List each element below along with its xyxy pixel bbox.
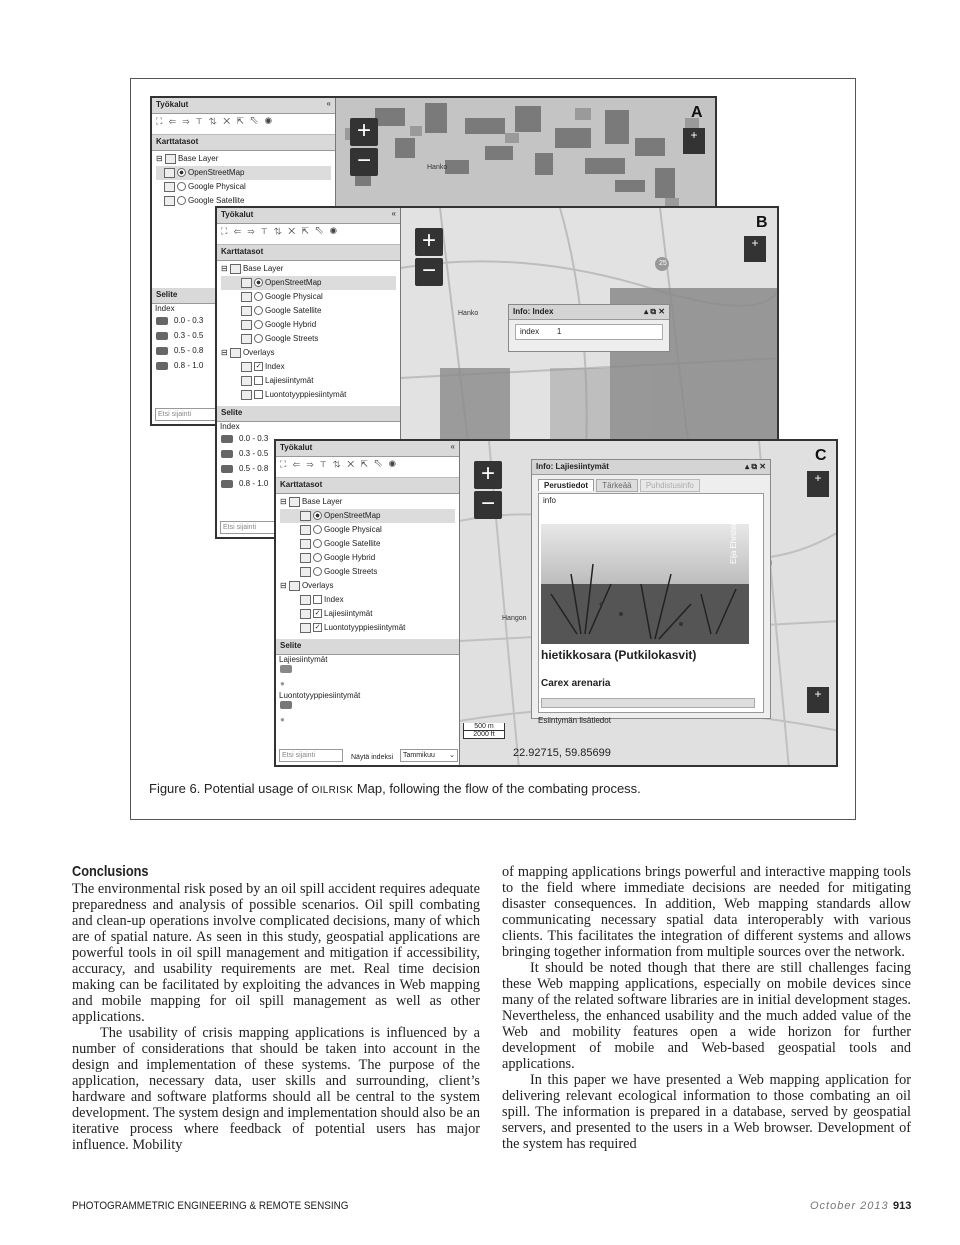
info-window-index [508, 304, 670, 352]
tree-overlays[interactable]: ⊟ Overlays [221, 348, 275, 357]
tree-item[interactable]: Google Hybrid [280, 551, 455, 565]
legend-dot-icon: ● [280, 679, 285, 688]
radio-icon[interactable] [313, 539, 322, 548]
legend-header-c: Selite [276, 639, 459, 655]
tree-item[interactable]: ✓ Luontotyyppiesiintymät [280, 621, 455, 635]
species-latin: Carex arenaria [541, 678, 611, 689]
legend-item: 0.8 - 1.0 [152, 358, 335, 373]
window-controls-icon[interactable]: ▴ ⧉ ✕ [745, 462, 766, 471]
swatch [156, 332, 168, 340]
swatch [221, 465, 233, 473]
legend-item: 0.5 - 0.8 [217, 461, 400, 476]
tree-overlays[interactable]: ⊟ Overlays [280, 581, 334, 590]
paragraph: The usability of crisis mapping applications is influenced by a number of considerations that should be taken into account in the design and implementation of these systems. The purpose of the application, necessary data, user skills and surrounding, client’s hardware and software platforms should all be central to the system development. The system design and implementation should also be an iterative process where feedback of potential users has major influence. Mobility [72, 1025, 480, 1153]
legend-item: 0.8 - 1.0 [217, 476, 400, 491]
radio-icon[interactable] [254, 278, 263, 287]
layer-icon [241, 320, 252, 330]
radio-icon[interactable] [313, 525, 322, 534]
collapse-icon[interactable]: « [450, 442, 455, 451]
legend-c [276, 639, 459, 727]
search-input-b[interactable]: Etsi sijainti [220, 521, 284, 534]
panel-label-c: C [815, 447, 827, 464]
toolbar-c: ⛶ ⇐ ⇒ ⊤ ⇅ ✕ ⇱ ⇖ ◉ [276, 457, 459, 478]
radio-icon[interactable] [254, 292, 263, 301]
panel-label-b: B [756, 214, 768, 231]
layer-icon [241, 292, 252, 302]
legend-dot-icon: ● [280, 715, 285, 724]
radio-icon[interactable] [177, 168, 186, 177]
layer-switcher-c2[interactable]: + [807, 687, 829, 713]
radio-icon[interactable] [254, 306, 263, 315]
legend-item [276, 664, 459, 679]
legend-title-c2: Luontotyyppiesiintymät [279, 691, 361, 700]
right-column [502, 864, 911, 1152]
layer-icon [300, 553, 311, 563]
screenshot-c [274, 439, 838, 767]
folder-icon [289, 497, 300, 507]
layer-icon [164, 196, 175, 206]
zoom-out-a[interactable]: − [350, 148, 378, 176]
legend-item: 0.3 - 0.5 [152, 328, 335, 343]
tree-item[interactable]: OpenStreetMap [280, 509, 455, 523]
legend-item: 0.3 - 0.5 [217, 446, 400, 461]
checkbox-icon[interactable] [313, 595, 322, 604]
coordinates-readout: 22.92715, 59.85699 [513, 747, 611, 759]
tree-item[interactable]: ✓ Index [221, 360, 396, 374]
tree-item[interactable]: Google Physical [221, 290, 396, 304]
tools-header-b: Työkalut « [217, 208, 400, 224]
checkbox-icon[interactable] [254, 376, 263, 385]
tree-item[interactable]: Google Physical [280, 523, 455, 537]
info-species-header: Info: Lajiesiintymät ▴ ⧉ ✕ [532, 460, 770, 475]
tree-item[interactable]: Google Satellite [280, 537, 455, 551]
radio-icon[interactable] [313, 553, 322, 562]
layer-icon [300, 623, 311, 633]
swatch [221, 435, 233, 443]
layers-header-b: Karttatasot [217, 245, 400, 261]
tree-item[interactable]: Luontotyyppiesiintymät [221, 388, 396, 402]
info-index-row: index 1 [515, 324, 663, 340]
layer-icon [241, 362, 252, 372]
road-number-b: 25 [659, 260, 667, 267]
tree-item[interactable]: Google Satellite [221, 304, 396, 318]
layer-icon [300, 539, 311, 549]
layer-icon [241, 334, 252, 344]
species-more[interactable]: Esiintymän lisätiedot [538, 716, 611, 725]
legend-title-c1: Lajiesiintymät [279, 655, 328, 664]
zoom-out-c[interactable]: − [474, 491, 502, 519]
zoom-in-b[interactable]: + [415, 228, 443, 256]
place-hangon-c: Hangon [502, 615, 527, 622]
paragraph: It should be noted though that there are still challenges facing these Web mapping applications, especially on mobile devices since many of the related software libraries are in initial development stages. Nevertheless, the enhanced usability and the much added value of the Web and mobility features open a wide horizon for further development of mobile and Web-based geospatial tools and applications. [502, 960, 911, 1072]
search-input-c[interactable]: Etsi sijainti [279, 749, 343, 762]
tree-base-layer[interactable]: ⊟ Base Layer [280, 497, 343, 506]
swatch [280, 701, 292, 709]
legend-header-b: Selite [217, 406, 400, 422]
place-hanko-a: Hanko [427, 164, 448, 171]
swatch [221, 450, 233, 458]
layers-header-c: Karttatasot [276, 478, 459, 494]
swatch [156, 317, 168, 325]
collapse-icon[interactable]: « [391, 209, 396, 218]
swatch [280, 665, 292, 673]
paragraph: of mapping applications brings powerful and interactive mapping tools to the field where immediate decisions are needed for mitigating disaster consequences. In addition, Web mapping standards allow communicating necessary spatial data interoperably with various clients. This facilitates the integration of different systems and allows bringing together information from multiple sources over the network. [502, 864, 911, 960]
tree-base-layer[interactable]: ⊟ Base Layer [221, 264, 284, 273]
folder-icon [289, 581, 300, 591]
info-species-body [538, 493, 764, 713]
radio-icon[interactable] [254, 320, 263, 329]
layer-icon [241, 390, 252, 400]
section-heading: Conclusions [72, 863, 149, 880]
footer-date: October 2013 [810, 1200, 889, 1212]
window-controls-icon[interactable]: ▴ ⧉ ✕ [644, 307, 665, 316]
layer-icon [164, 168, 175, 178]
zoom-out-b[interactable]: − [415, 258, 443, 286]
layer-icon [300, 511, 311, 521]
panel-label-a: A [691, 104, 703, 121]
radio-icon[interactable] [313, 511, 322, 520]
layer-tree-c [276, 494, 459, 636]
layer-icon [241, 376, 252, 386]
paragraph: The environmental risk posed by an oil spill accident requires adequate preparedness and analysis of possible scenarios. Oil spill combating and clean-up operations involve complicated decisions, many of which are of spatial nature. As seen in this study, geospatial applications are powerful tools in oil spill management and mitigation if accessibility, accuracy, and usability requirements are met. Real time decision making can be facilitated by exploiting the advances in Web mapping and mobile mapping for oil spill management as well as other applications. [72, 881, 480, 1025]
legend-title-a: Index [155, 304, 175, 313]
layer-switcher-c[interactable]: + [807, 471, 829, 497]
legend-item: 0.0 - 0.3 [152, 313, 335, 328]
checkbox-icon[interactable]: ✓ [314, 610, 321, 618]
show-index-label: Näytä indeksi [351, 754, 394, 761]
species-name: hietikkosara (Putkilokasvit) [541, 648, 697, 662]
collapse-icon[interactable]: « [326, 99, 331, 108]
info-window-species [531, 459, 771, 725]
folder-icon [230, 264, 241, 274]
tab-perustiedot[interactable]: Perustiedot [538, 479, 594, 491]
legend-title-b: Index [220, 422, 240, 431]
tree-item[interactable]: Google Hybrid [221, 318, 396, 332]
checkbox-icon[interactable]: ✓ [255, 363, 262, 371]
photo-credit: Eija Ehrsten [729, 520, 738, 564]
layers-header-a: Karttatasot [152, 135, 335, 151]
search-input-a[interactable]: Etsi sijainti [155, 408, 219, 421]
footer-page-number: 913 [893, 1200, 912, 1212]
layer-switcher-a[interactable]: + [683, 128, 705, 154]
map-c [459, 441, 836, 765]
checkbox-icon[interactable] [254, 390, 263, 399]
layer-tree-b [217, 261, 400, 403]
month-select[interactable]: Tammikuu ⌄ [400, 749, 458, 762]
scale-bar: 500 m 2000 ft [463, 723, 505, 739]
layer-icon [241, 278, 252, 288]
tree-item[interactable]: Google Streets [221, 332, 396, 346]
toolbar-b: ⛶ ⇐ ⇒ ⊤ ⇅ ✕ ⇱ ⇖ ◉ [217, 224, 400, 245]
layer-switcher-b[interactable]: + [744, 236, 766, 262]
radio-icon[interactable] [177, 182, 186, 191]
left-column [72, 864, 480, 1153]
tree-item[interactable]: Index [280, 593, 455, 607]
folder-icon [165, 154, 176, 164]
tab-tarkeaa[interactable]: Tärkeää [596, 479, 637, 492]
radio-icon[interactable] [313, 567, 322, 576]
layer-icon [300, 567, 311, 577]
swatch [156, 362, 168, 370]
species-photo [541, 524, 749, 644]
layer-icon [300, 525, 311, 535]
tree-item[interactable]: Lajiesiintymät [221, 374, 396, 388]
swatch [156, 347, 168, 355]
layer-icon [300, 609, 311, 619]
tools-header-a: Työkalut « [152, 98, 335, 114]
legend-header-a: Selite [152, 288, 335, 304]
tree-item[interactable]: OpenStreetMap [156, 166, 331, 180]
legend-item: 0.0 - 0.3 [217, 431, 400, 446]
layer-tree-a [152, 151, 335, 209]
checkbox-icon[interactable]: ✓ [314, 624, 321, 632]
zoom-in-a[interactable]: + [350, 118, 378, 146]
radio-icon[interactable] [254, 334, 263, 343]
tree-item[interactable]: Google Physical [156, 180, 331, 194]
layer-icon [241, 306, 252, 316]
horizontal-scrollbar[interactable] [541, 698, 755, 708]
tools-header-c: Työkalut « [276, 441, 459, 457]
figure-6 [130, 78, 856, 820]
layer-icon [164, 182, 175, 192]
legend-item [276, 700, 459, 715]
swatch [221, 480, 233, 488]
tree-item[interactable]: OpenStreetMap [221, 276, 396, 290]
side-panel-c [276, 441, 460, 765]
info-index-header: Info: Index ▴ ⧉ ✕ [509, 305, 669, 320]
zoom-in-c[interactable]: + [474, 461, 502, 489]
tree-item[interactable]: Google Streets [280, 565, 455, 579]
info-label: info [543, 496, 556, 505]
radio-icon[interactable] [177, 196, 186, 205]
place-hanko-b: Hanko [458, 310, 479, 317]
paragraph: In this paper we have presented a Web mapping application for delivering relevant ecological information to those combating an oil spill. The information is prepared in a database, served by geospatial servers, and presented to the users in a Web browser. Development of the system has required [502, 1072, 911, 1152]
footer-journal: PHOTOGRAMMETRIC ENGINEERING & REMOTE SENSING [72, 1200, 349, 1212]
chevron-down-icon: ⌄ [449, 752, 455, 759]
toolbar-a: ⛶ ⇐ ⇒ ⊤ ⇅ ✕ ⇱ ⇖ ◉ [152, 114, 335, 135]
tree-item[interactable]: ✓ Lajiesiintymät [280, 607, 455, 621]
tree-base-layer[interactable]: ⊟ Base Layer [156, 154, 219, 163]
folder-icon [230, 348, 241, 358]
layer-icon [300, 595, 311, 605]
figure-caption: Figure 6. Potential usage of OILRISK Map, following the flow of the combating process. [149, 781, 641, 796]
tab-bar [532, 475, 770, 493]
legend-item: 0.5 - 0.8 [152, 343, 335, 358]
tab-puhdistusinfo[interactable]: Puhdistusinfo [640, 479, 700, 492]
tree-item[interactable]: Google Satellite [156, 194, 331, 208]
